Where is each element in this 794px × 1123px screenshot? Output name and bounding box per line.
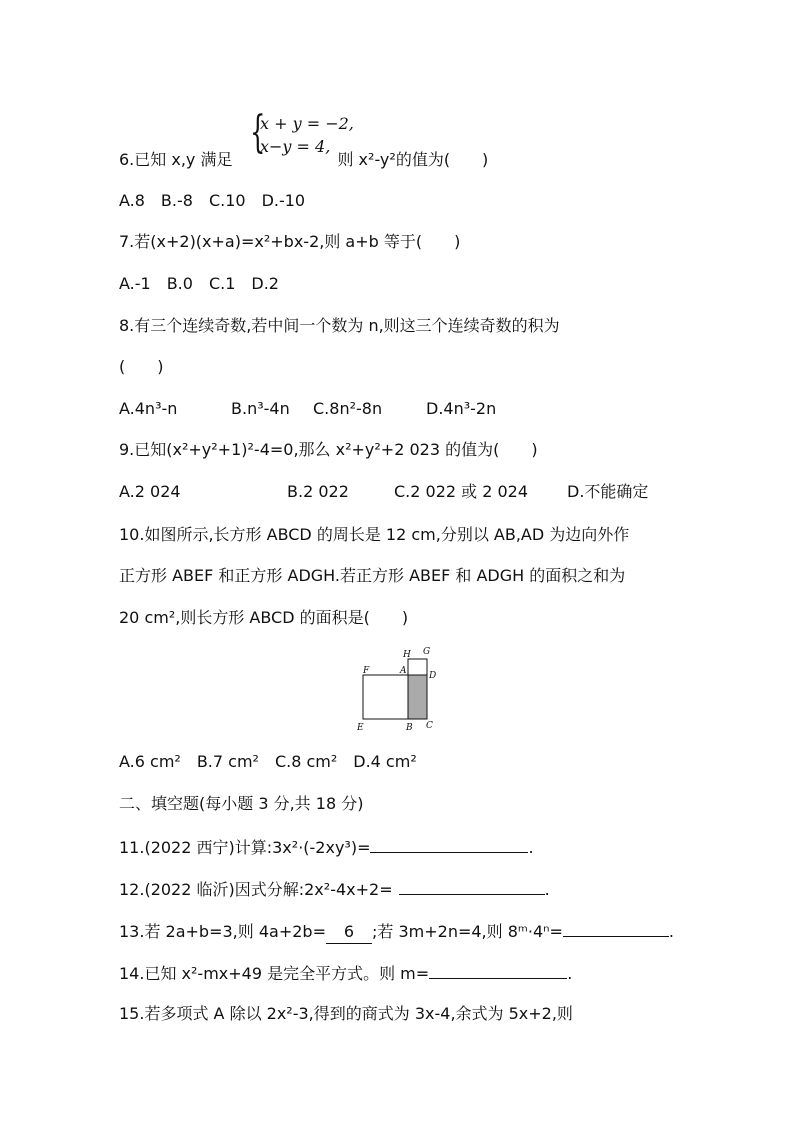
question-14 — [119, 961, 572, 985]
question-14-end: . — [567, 964, 573, 983]
question-7-options: A.-1 B.0 C.1 D.2 — [119, 274, 279, 293]
question-11-end: . — [528, 838, 534, 857]
question-11 — [119, 835, 534, 859]
question-12-end: . — [544, 880, 550, 899]
question-9-option-a: A.2 024 — [119, 482, 181, 501]
answer-blank-14[interactable] — [429, 961, 567, 979]
rectangle-abcd-shaded — [408, 675, 427, 719]
question-12-text: 12.(2022 临沂)因式分解:2x²-4x+2= — [119, 880, 393, 899]
label-d: D — [429, 671, 437, 681]
equation-2: x−y = 4, — [260, 137, 331, 156]
label-h: H — [403, 650, 411, 660]
question-14-text: 14.已知 x²-mx+49 是完全平方式。则 m= — [119, 964, 430, 983]
label-e: E — [357, 723, 364, 733]
question-8-stem-line1: 8.有三个连续奇数,若中间一个数为 n,则这三个连续奇数的积为 — [119, 316, 560, 335]
question-10-line3: 20 cm²,则长方形 ABCD 的面积是( ) — [119, 608, 409, 627]
question-9-option-d: D.不能确定 — [567, 482, 649, 501]
question-8-option-b: B.n³-4n — [231, 399, 290, 418]
question-13 — [119, 919, 674, 944]
question-13-text-a: 13.若 2a+b=3,则 4a+2b= — [119, 922, 326, 941]
question-8-option-c: C.8n²-8n — [313, 399, 383, 418]
question-12 — [119, 877, 550, 901]
answer-blank-13a[interactable]: 6 — [326, 921, 372, 944]
question-9-option-c: C.2 022 或 2 024 — [394, 482, 529, 501]
question-9-stem: 9.已知(x²+y²+1)²-4=0,那么 x²+y²+2 023 的值为( ) — [119, 440, 538, 459]
question-6-suffix: 则 x²-y²的值为( ) — [337, 150, 489, 169]
question-8-option-a: A.4n³-n — [119, 399, 178, 418]
label-b: B — [406, 723, 413, 733]
question-8-option-d: D.4n³-2n — [426, 399, 497, 418]
question-15-stem: 15.若多项式 A 除以 2x²-3,得到的商式为 3x-4,余式为 5x+2,则 — [119, 1004, 573, 1023]
rectangle-squares-figure — [355, 644, 445, 736]
answer-blank-12[interactable] — [399, 877, 545, 895]
question-10-line2: 正方形 ABEF 和正方形 ADGH.若正方形 ABEF 和 ADGH 的面积之和为 — [119, 566, 626, 585]
question-6-stem — [119, 149, 488, 171]
question-10-line1: 10.如图所示,长方形 ABCD 的周长是 12 cm,分别以 AB,AD 为边向外作 — [119, 525, 630, 544]
label-g: G — [423, 647, 431, 657]
question-6-prefix: 6.已知 x,y 满足 — [119, 150, 233, 169]
question-11-text: 11.(2022 西宁)计算:3x²·(-2xy³)= — [119, 838, 371, 857]
label-f: F — [363, 666, 370, 676]
answer-blank-13b[interactable] — [563, 919, 669, 937]
label-c: C — [426, 721, 433, 731]
answer-blank-11[interactable] — [370, 835, 528, 853]
question-9-option-b: B.2 022 — [287, 482, 349, 501]
question-10-options: A.6 cm² B.7 cm² C.8 cm² D.4 cm² — [119, 752, 417, 771]
question-9-options — [119, 481, 648, 503]
question-13-text-b: ;若 3m+2n=4,则 8ᵐ·4ⁿ= — [371, 922, 563, 941]
question-8-options — [119, 398, 496, 420]
square-adgh — [408, 659, 427, 675]
section-heading-fill-in: 二、填空题(每小题 3 分,共 18 分) — [119, 794, 364, 813]
label-a: A — [400, 666, 407, 676]
question-8-stem-line2: ( ) — [119, 357, 164, 376]
question-7-stem: 7.若(x+2)(x+a)=x²+bx-2,则 a+b 等于( ) — [119, 232, 461, 251]
equation-1: x + y = −2, — [260, 114, 354, 133]
question-6-options: A.8 B.-8 C.10 D.-10 — [119, 191, 306, 210]
left-brace: { — [250, 107, 266, 158]
square-abef — [363, 675, 408, 719]
question-13-end: . — [668, 922, 675, 941]
